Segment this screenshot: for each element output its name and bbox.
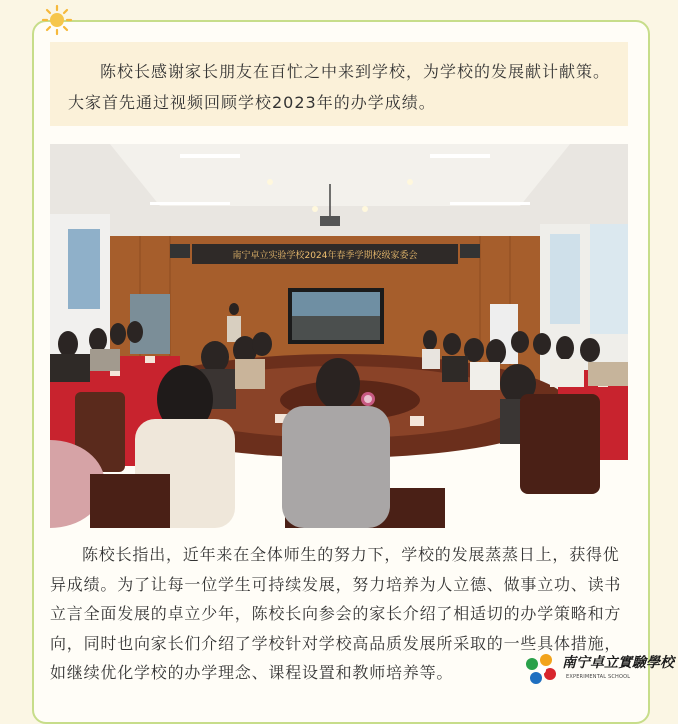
school-name: 南宁卓立實驗學校 (562, 655, 674, 671)
banner-text: 南宁卓立实验学校2024年春季学期校级家委会 (232, 251, 418, 261)
school-logo (520, 650, 678, 694)
body-paragraph: 陈校长指出，近年来在全体师生的努力下，学校的发展蒸蒸日上，获得优异成绩。为了让每一位学生可持续发展，努力培养为人立德、做事立功、读书立言全面发展的卓立少年，陈校长向参会的家长介绍了相适切的办学策略和方向，同时也向家长们介绍了学校针对学校高品质发展所采取的一些具体措施，如继续优化学校的办学理念、课程设置和教师培养等。 (50, 545, 622, 682)
school-subtitle: EXPERIMENTAL SCHOOL (566, 674, 631, 680)
intro-paragraph: 陈校长感谢家长朋友在百忙之中来到学校，为学校的发展献计献策。大家首先通过视频回顾学校2023年的办学成绩。 (50, 42, 628, 126)
sun-icon (41, 4, 73, 36)
meeting-photo (50, 144, 628, 528)
school-emblem-icon (520, 650, 560, 690)
